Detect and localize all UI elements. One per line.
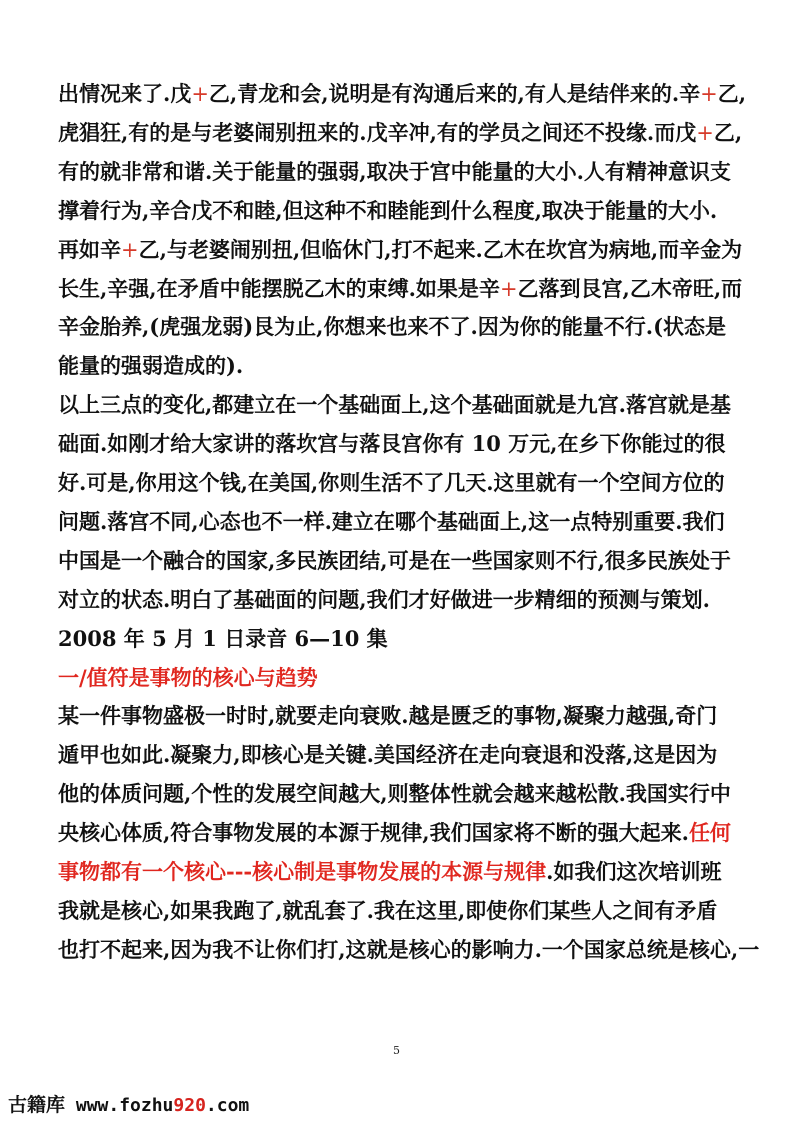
text-line bbox=[58, 740, 768, 770]
text-segment: 中国是一个融合的国家,多民族团结,可是在一些国家则不行,很多民族处于 bbox=[58, 547, 731, 573]
text-segment: 央核心体质,符合事物发展的本源于规律,我们国家将不断的强大起来. bbox=[58, 820, 689, 846]
watermark-brand: 古籍库 bbox=[8, 1094, 66, 1116]
text-segment: 以上三点的变化,都建立在一个基础面上,这个基础面就是九宫.落宫就是基 bbox=[58, 392, 731, 418]
text-line bbox=[58, 196, 768, 226]
text-line bbox=[58, 390, 768, 420]
watermark-site: www.fozhu920.com bbox=[65, 1095, 250, 1116]
text-segment: 长生,辛强,在矛盾中能摆脱乙木的束缚.如果是辛 bbox=[58, 275, 500, 301]
text-line bbox=[58, 157, 768, 187]
text-segment: 出情况来了.戊 bbox=[58, 81, 192, 106]
text-segment: .如我们这次培训班 bbox=[546, 859, 722, 884]
text-segment: + bbox=[121, 237, 139, 262]
text-segment: 乙, bbox=[713, 119, 743, 145]
text-segment: 辛金胎养,(虎强龙弱)艮为止,你想来也来不了.因为你的能量不行.(状态是 bbox=[58, 314, 727, 340]
text-segment: 他的体质问题,个性的发展空间越大,则整体性就会越来越松散.我国实行中 bbox=[58, 781, 731, 807]
text-line bbox=[58, 274, 768, 304]
text-line bbox=[58, 663, 768, 693]
watermark-footer bbox=[8, 1090, 249, 1117]
text-segment: 2008 年 5 月 1 日录音 6—10 集 bbox=[58, 625, 388, 651]
text-line bbox=[58, 468, 768, 498]
text-segment: 再如辛 bbox=[58, 236, 121, 262]
text-line bbox=[58, 79, 768, 109]
text-segment: 对立的状态.明白了基础面的问题,我们才好做进一步精细的预测与策划. bbox=[58, 586, 710, 612]
text-segment: 遁甲也如此.凝聚力,即核心是关键.美国经济在走向衰退和没落,这是因为 bbox=[58, 742, 718, 768]
text-line bbox=[58, 701, 768, 731]
text-segment: + bbox=[696, 120, 714, 145]
text-line bbox=[58, 935, 768, 965]
text-segment: 我就是核心,如果我跑了,就乱套了.我在这里,即使你们某些人之间有矛盾 bbox=[58, 897, 718, 923]
text-line bbox=[58, 585, 768, 615]
page-number: 5 bbox=[393, 1044, 400, 1057]
text-segment: 础面.如刚才给大家讲的落坎宫与落艮宫你有 10 万元,在乡下你能过的很 bbox=[58, 431, 726, 457]
text-segment: 某一件事物盛极一时时,就要走向衰败.越是匮乏的事物,凝聚力越强,奇门 bbox=[58, 703, 718, 729]
text-segment: 乙, bbox=[717, 81, 747, 106]
text-segment: 好.可是,你用这个钱,在美国,你则生活不了几天.这里就有一个空间方位的 bbox=[58, 470, 725, 495]
text-line bbox=[58, 779, 768, 809]
highlighted-text: 事物都有一个核心---核心制是事物发展的本源与规律 bbox=[58, 859, 547, 884]
text-segment: 问题.落宫不同,心态也不一样.建立在哪个基础面上,这一点特别重要.我们 bbox=[58, 508, 725, 534]
text-segment: 乙落到艮宫,乙木帝旺,而 bbox=[517, 275, 743, 301]
text-line bbox=[58, 351, 768, 381]
text-segment: 有的就非常和谐.关于能量的强弱,取决于宫中能量的大小.人有精神意识支 bbox=[58, 158, 731, 184]
text-line bbox=[58, 312, 768, 342]
text-segment: 也打不起来,因为我不让你们打,这就是核心的影响力.一个国家总统是核心,一 bbox=[58, 936, 760, 962]
text-line bbox=[58, 235, 768, 265]
text-segment: + bbox=[499, 276, 518, 301]
text-line bbox=[58, 624, 768, 654]
text-segment: + bbox=[191, 82, 209, 106]
highlighted-text: 一/值符是事物的核心与趋势 bbox=[58, 664, 318, 690]
text-segment: 乙,青龙和会,说明是有沟通后来的,有人是结伴来的.辛 bbox=[208, 81, 701, 106]
text-line bbox=[58, 818, 768, 848]
text-line bbox=[58, 896, 768, 926]
text-segment: + bbox=[700, 82, 718, 106]
text-line bbox=[58, 118, 768, 148]
text-line bbox=[58, 857, 768, 887]
text-line bbox=[58, 429, 768, 459]
text-segment: 能量的强弱造成的). bbox=[58, 353, 244, 379]
text-line bbox=[58, 507, 768, 537]
text-line bbox=[58, 546, 768, 576]
highlighted-text: 任何 bbox=[688, 820, 731, 846]
text-segment: 乙,与老婆闹别扭,但临休门,打不起来.乙木在坎宫为病地,而辛金为 bbox=[138, 236, 743, 262]
text-segment: 撑着行为,辛合戊不和睦,但这种不和睦能到什么程度,取决于能量的大小. bbox=[58, 197, 718, 223]
text-segment: 虎猖狂,有的是与老婆闹别扭来的.戊辛冲,有的学员之间还不投缘.而戊 bbox=[58, 119, 697, 145]
